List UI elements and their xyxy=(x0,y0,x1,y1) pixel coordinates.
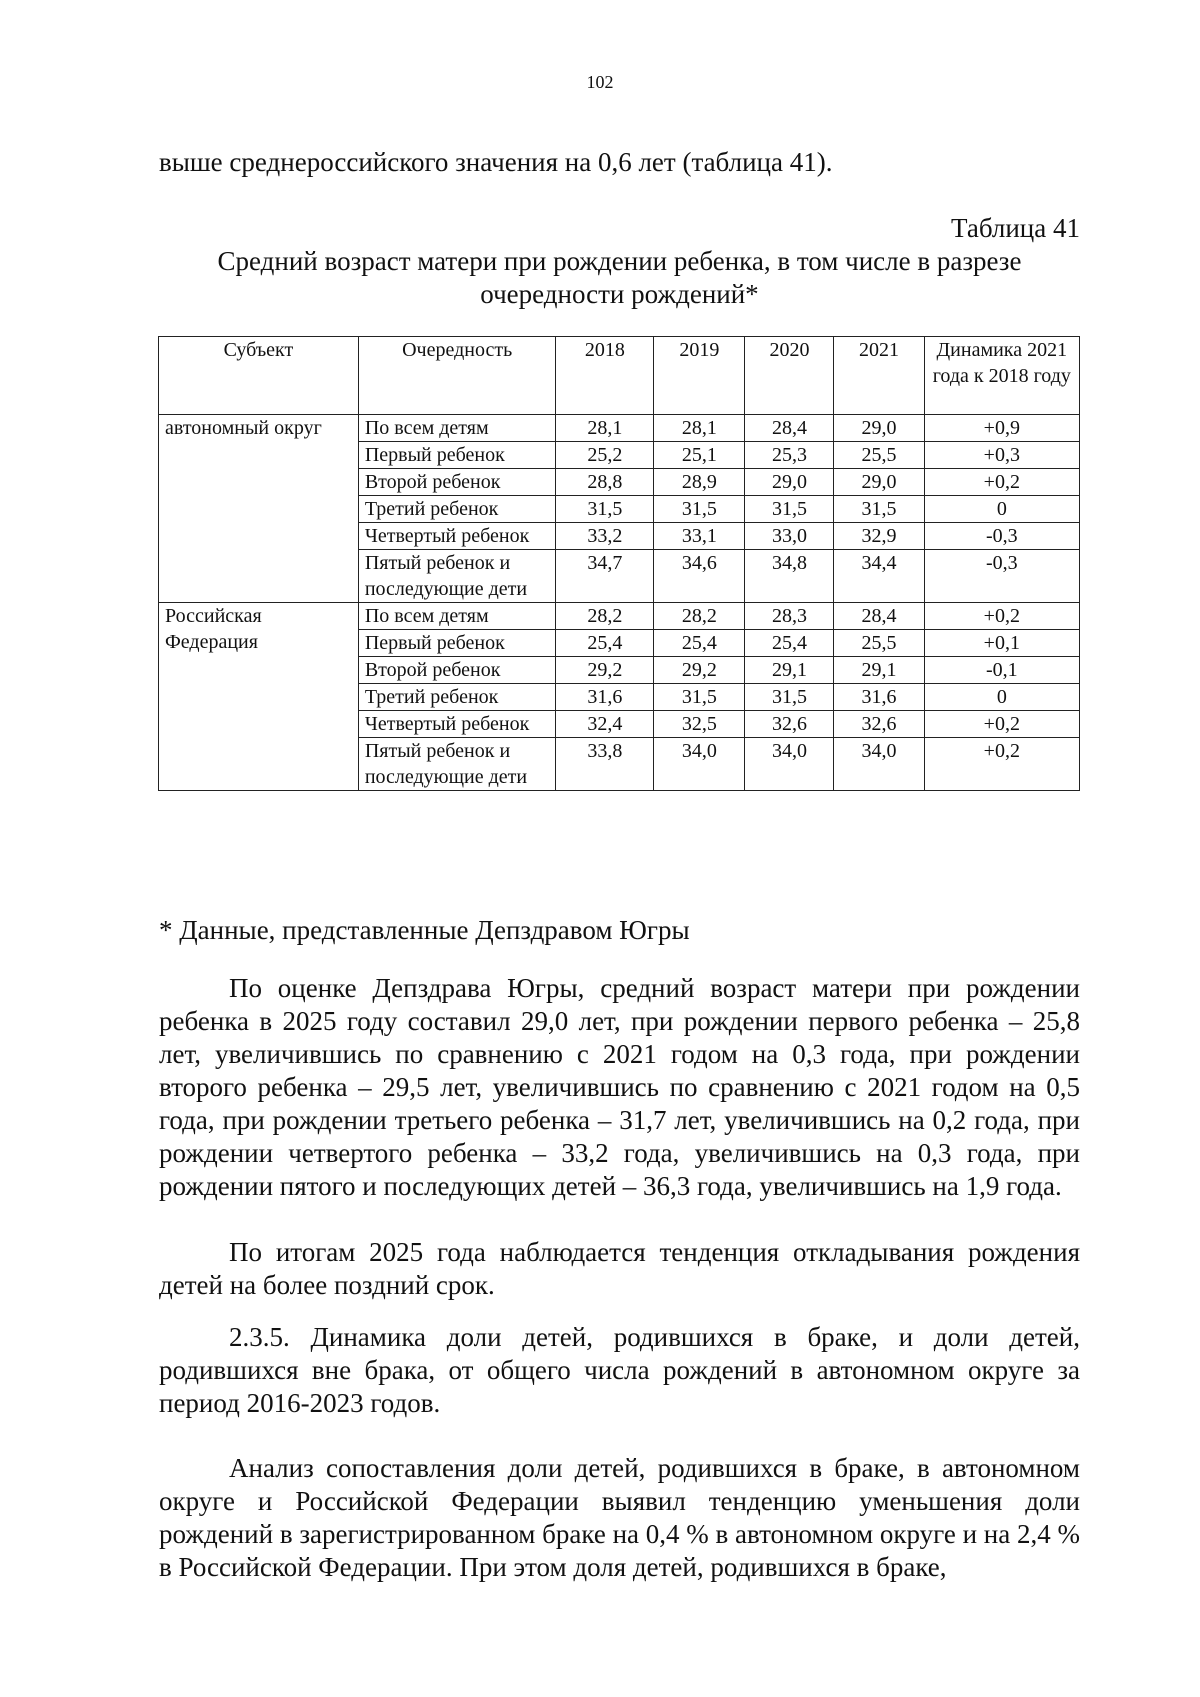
value-cell: 28,1 xyxy=(556,415,654,442)
value-cell: 31,5 xyxy=(745,684,834,711)
value-cell: 28,9 xyxy=(654,469,745,496)
subject-cell: автономный округ xyxy=(159,415,359,603)
value-cell: 28,4 xyxy=(745,415,834,442)
section-heading-2-3-5: 2.3.5. Динамика доли детей, родившихся в браке, и доли детей, родившихся вне брака, от общего числа рождений в автономном округе за период 2016-2023 годов. xyxy=(159,1322,1080,1418)
value-cell: 28,4 xyxy=(834,603,924,630)
value-cell: 34,7 xyxy=(556,550,654,603)
value-cell: 31,5 xyxy=(654,496,745,523)
value-cell: 28,8 xyxy=(556,469,654,496)
value-cell: 31,5 xyxy=(834,496,924,523)
table-row xyxy=(159,415,1080,442)
order-cell: По всем детям xyxy=(358,415,556,442)
dynamics-cell: +0,9 xyxy=(924,415,1079,442)
value-cell: 29,0 xyxy=(745,469,834,496)
order-cell: Первый ребенок xyxy=(358,630,556,657)
value-cell: 28,1 xyxy=(654,415,745,442)
value-cell: 25,1 xyxy=(654,442,745,469)
order-cell: По всем детям xyxy=(358,603,556,630)
value-cell: 34,4 xyxy=(834,550,924,603)
value-cell: 29,2 xyxy=(556,657,654,684)
value-cell: 28,2 xyxy=(654,603,745,630)
dynamics-cell: +0,2 xyxy=(924,711,1079,738)
order-cell: Пятый ребенок и последующие дети xyxy=(358,738,556,791)
value-cell: 28,2 xyxy=(556,603,654,630)
order-cell: Третий ребенок xyxy=(358,684,556,711)
paragraph-birth-age-2025: По оценке Депздрава Югры, средний возраст матери при рождении ребенка в 2025 году составил 29,0 лет, при рождении первого ребенка – 25,8 лет, увеличившись по сравнению с 2021 годом на 0,3 года, при рождении второго ребенка – 29,5 лет, увеличившись по сравнению с 2021 годом на 0,5 года, при рождении третьего ребенка – 31,7 лет, увеличившись на 0,2 года, при рождении четвертого ребенка – 33,2 года, увеличившись на 0,3 года, при рождении пятого и последующих детей – 36,3 года, увеличившись на 1,9 года. xyxy=(159,973,1080,1201)
value-cell: 25,2 xyxy=(556,442,654,469)
paragraph-marriage-analysis: Анализ сопоставления доли детей, родившихся в браке, в автономном округе и Российской Федерации выявил тенденцию уменьшения доли рождений в зарегистрированном браке на 0,4 % в автономном округе и на 2,4 % в Российской Федерации. При этом доля детей, родившихся в браке, xyxy=(159,1453,1080,1582)
order-cell: Четвертый ребенок xyxy=(358,523,556,550)
value-cell: 31,5 xyxy=(556,496,654,523)
header-2021: 2021 xyxy=(834,337,924,415)
value-cell: 32,6 xyxy=(834,711,924,738)
value-cell: 31,6 xyxy=(834,684,924,711)
birth-age-table xyxy=(158,336,1080,791)
value-cell: 28,3 xyxy=(745,603,834,630)
table-label: Таблица 41 xyxy=(951,213,1080,243)
intro-text: выше среднероссийского значения на 0,6 лет (таблица 41). xyxy=(159,147,833,177)
value-cell: 29,1 xyxy=(745,657,834,684)
table-body xyxy=(159,415,1080,791)
table-footnote: * Данные, представленные Депздравом Югры xyxy=(159,915,690,945)
paragraph-trend: По итогам 2025 года наблюдается тенденция откладывания рождения детей на более поздний срок. xyxy=(159,1237,1080,1300)
value-cell: 29,0 xyxy=(834,415,924,442)
dynamics-cell: -0,3 xyxy=(924,550,1079,603)
value-cell: 34,0 xyxy=(834,738,924,791)
page-number: 102 xyxy=(586,72,614,92)
value-cell: 33,1 xyxy=(654,523,745,550)
value-cell: 34,6 xyxy=(654,550,745,603)
value-cell: 33,8 xyxy=(556,738,654,791)
value-cell: 34,0 xyxy=(654,738,745,791)
header-order: Очередность xyxy=(358,337,556,415)
value-cell: 32,6 xyxy=(745,711,834,738)
value-cell: 25,5 xyxy=(834,442,924,469)
value-cell: 25,4 xyxy=(745,630,834,657)
value-cell: 25,5 xyxy=(834,630,924,657)
header-subject: Субъект xyxy=(159,337,359,415)
dynamics-cell: +0,3 xyxy=(924,442,1079,469)
dynamics-cell: +0,2 xyxy=(924,603,1079,630)
value-cell: 29,1 xyxy=(834,657,924,684)
table-header-row xyxy=(159,337,1080,415)
dynamics-cell: 0 xyxy=(924,684,1079,711)
value-cell: 25,4 xyxy=(556,630,654,657)
order-cell: Второй ребенок xyxy=(358,657,556,684)
value-cell: 33,2 xyxy=(556,523,654,550)
value-cell: 31,5 xyxy=(654,684,745,711)
dynamics-cell: -0,1 xyxy=(924,657,1079,684)
table-row xyxy=(159,603,1080,630)
dynamics-cell: +0,2 xyxy=(924,738,1079,791)
value-cell: 34,0 xyxy=(745,738,834,791)
dynamics-cell: +0,1 xyxy=(924,630,1079,657)
header-dynamics: Динамика 2021 года к 2018 году xyxy=(924,337,1079,415)
value-cell: 33,0 xyxy=(745,523,834,550)
value-cell: 31,6 xyxy=(556,684,654,711)
value-cell: 31,5 xyxy=(745,496,834,523)
subject-cell: Российская Федерация xyxy=(159,603,359,791)
dynamics-cell: +0,2 xyxy=(924,469,1079,496)
value-cell: 29,0 xyxy=(834,469,924,496)
order-cell: Третий ребенок xyxy=(358,496,556,523)
value-cell: 32,4 xyxy=(556,711,654,738)
order-cell: Первый ребенок xyxy=(358,442,556,469)
header-2018: 2018 xyxy=(556,337,654,415)
header-2020: 2020 xyxy=(745,337,834,415)
order-cell: Пятый ребенок и последующие дети xyxy=(358,550,556,603)
order-cell: Четвертый ребенок xyxy=(358,711,556,738)
value-cell: 29,2 xyxy=(654,657,745,684)
value-cell: 32,5 xyxy=(654,711,745,738)
order-cell: Второй ребенок xyxy=(358,469,556,496)
value-cell: 25,4 xyxy=(654,630,745,657)
dynamics-cell: 0 xyxy=(924,496,1079,523)
table-title: Средний возраст матери при рождении ребенка, в том числе в разрезе очередности рождений* xyxy=(217,246,1022,309)
dynamics-cell: -0,3 xyxy=(924,523,1079,550)
value-cell: 34,8 xyxy=(745,550,834,603)
value-cell: 25,3 xyxy=(745,442,834,469)
value-cell: 32,9 xyxy=(834,523,924,550)
header-2019: 2019 xyxy=(654,337,745,415)
